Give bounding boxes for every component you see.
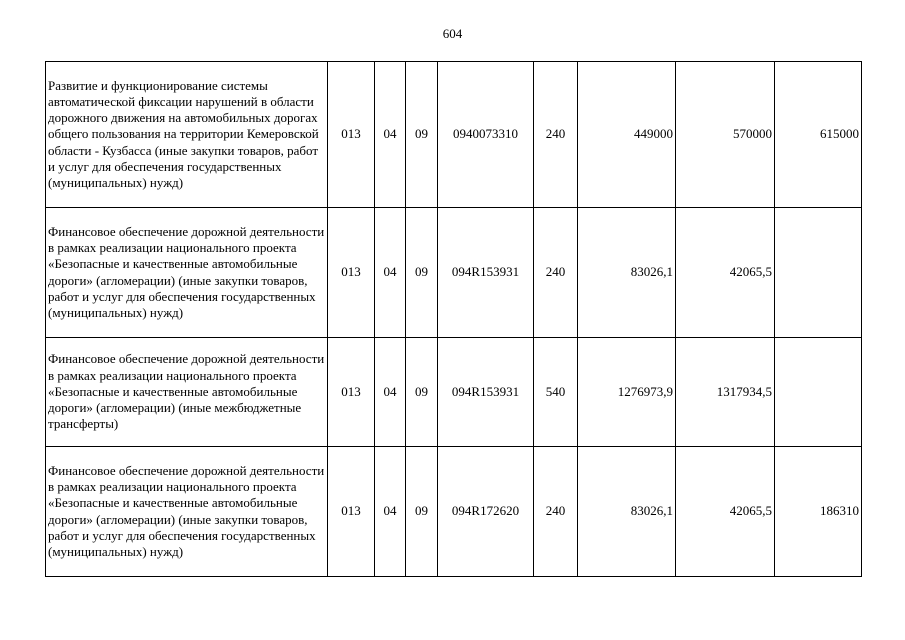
ministry-code-cell: 013: [328, 208, 375, 338]
expense-type-cell: 240: [534, 62, 578, 208]
subsection-code-cell: 09: [406, 62, 438, 208]
table-row: [46, 62, 862, 208]
table-row: [46, 447, 862, 577]
section-code-cell: 04: [375, 208, 406, 338]
target-article-cell: 094R172620: [438, 447, 534, 577]
expense-name-cell: Финансовое обеспечение дорожной деятельности в рамках реализации национального проекта «Безопасные и качественные автомобильные дороги» (агломерации) (иные закупки товаров, работ и услуг для обеспечения государственных (муниципальных) нужд): [46, 447, 328, 577]
expense-type-cell: 240: [534, 447, 578, 577]
page-number: 604: [442, 26, 463, 41]
expense-name-cell: Финансовое обеспечение дорожной деятельности в рамках реализации национального проекта «Безопасные и качественные автомобильные дороги» (агломерации) (иные закупки товаров, работ и услуг для обеспечения государственных (муниципальных) нужд): [46, 208, 328, 338]
expense-type-cell: 540: [534, 338, 578, 447]
amount-cell-3: [775, 338, 862, 447]
ministry-code-cell: 013: [328, 62, 375, 208]
amount-cell-1: 449000: [578, 62, 676, 208]
subsection-code-cell: 09: [406, 338, 438, 447]
section-code-cell: 04: [375, 62, 406, 208]
section-code-cell: 04: [375, 338, 406, 447]
target-article-cell: 094R153931: [438, 208, 534, 338]
amount-cell-1: 1276973,9: [578, 338, 676, 447]
table-row: [46, 338, 862, 447]
amount-cell-3: [775, 208, 862, 338]
amount-cell-2: 42065,5: [676, 447, 775, 577]
expense-name-cell: Финансовое обеспечение дорожной деятельности в рамках реализации национального проекта «Безопасные и качественные автомобильные дороги» (агломерации) (иные межбюджетные трансферты): [46, 338, 328, 447]
subsection-code-cell: 09: [406, 447, 438, 577]
amount-cell-2: 1317934,5: [676, 338, 775, 447]
amount-cell-3: 186310: [775, 447, 862, 577]
expense-type-cell: 240: [534, 208, 578, 338]
amount-cell-2: 42065,5: [676, 208, 775, 338]
ministry-code-cell: 013: [328, 338, 375, 447]
amount-cell-1: 83026,1: [578, 447, 676, 577]
target-article-cell: 0940073310: [438, 62, 534, 208]
expense-name-cell: Развитие и функционирование системы автоматической фиксации нарушений в области дорожного движения на автомобильных дорогах общего пользования на территории Кемеровской области - Кузбасса (иные закупки товаров, работ и услуг для обеспечения государственных (муниципальных) нужд): [46, 62, 328, 208]
budget-table: [45, 61, 862, 577]
table-row: [46, 208, 862, 338]
subsection-code-cell: 09: [406, 208, 438, 338]
ministry-code-cell: 013: [328, 447, 375, 577]
target-article-cell: 094R153931: [438, 338, 534, 447]
amount-cell-3: 615000: [775, 62, 862, 208]
amount-cell-2: 570000: [676, 62, 775, 208]
section-code-cell: 04: [375, 447, 406, 577]
amount-cell-1: 83026,1: [578, 208, 676, 338]
